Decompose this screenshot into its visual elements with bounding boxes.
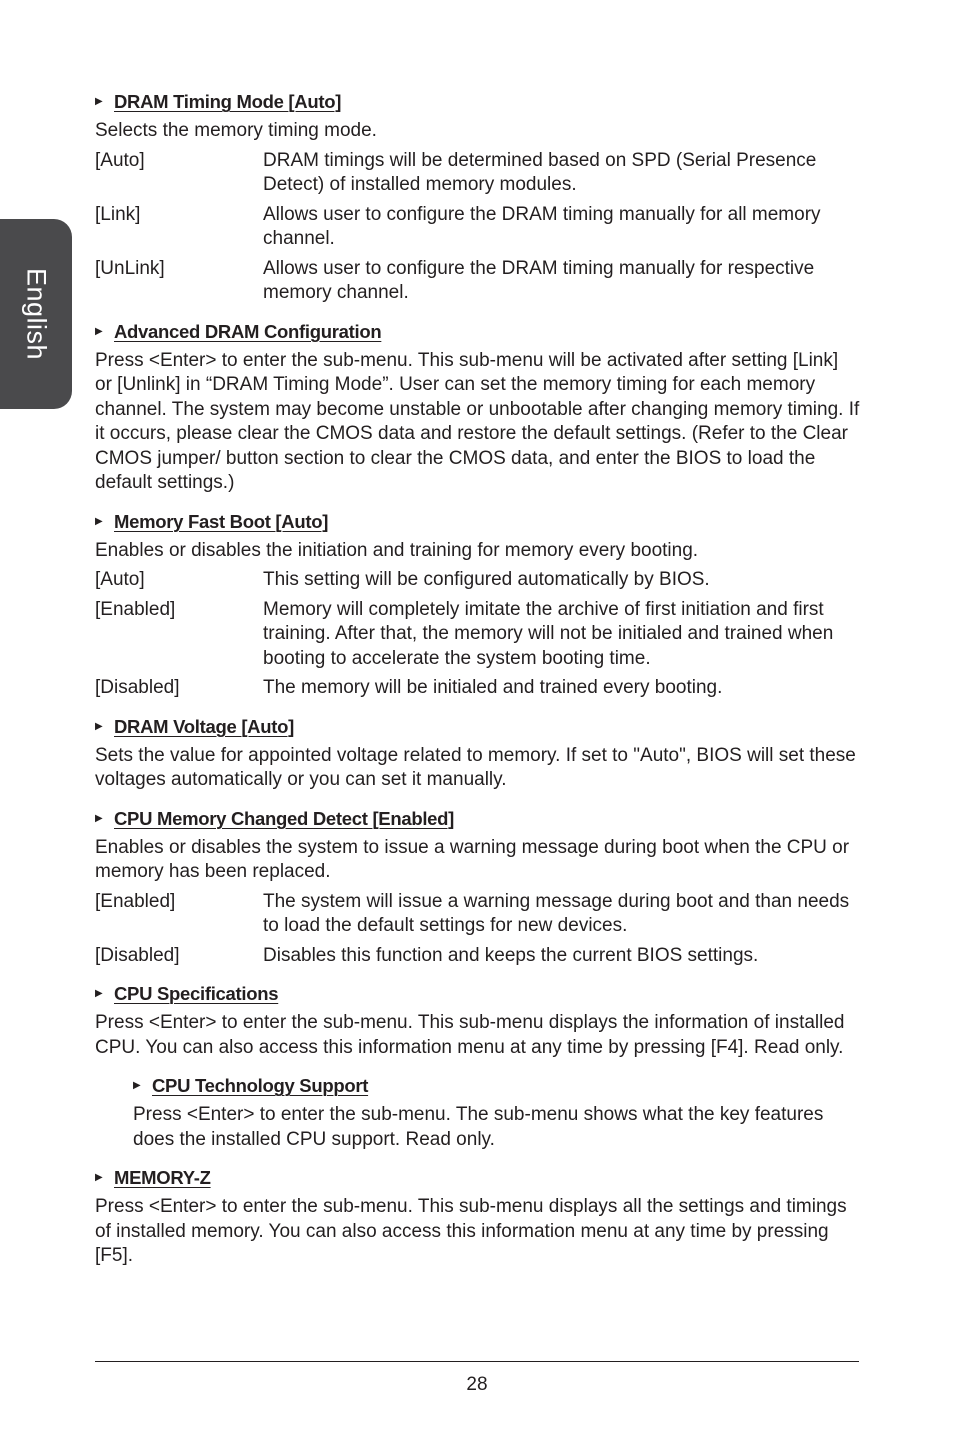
section-memory-fast-boot: [95, 509, 860, 701]
triangle-right-icon: ▶: [95, 720, 103, 732]
section-advanced-dram: [95, 319, 860, 496]
option-text: Allows user to configure the DRAM timing manually for respective memory channel.: [263, 257, 815, 303]
option-row: [95, 890, 860, 939]
section-title: CPU Memory Changed Detect [Enabled]: [114, 807, 455, 829]
option-text: This setting will be configured automatically by BIOS.: [263, 569, 710, 590]
section-heading: [95, 509, 860, 535]
triangle-right-icon: ▶: [95, 515, 103, 527]
section-heading: [95, 89, 860, 115]
section-description: Enables or disables the initiation and training for memory every booting.: [95, 539, 699, 561]
option-row: [95, 257, 860, 306]
page-content: [95, 89, 860, 1282]
option-key: [Enabled]: [95, 598, 176, 620]
section-description: Enables or disables the system to issue a warning message during boot when the CPU or memory has been replaced.: [95, 836, 850, 882]
section-heading: [95, 319, 860, 345]
section-title: Memory Fast Boot [Auto]: [114, 510, 329, 532]
option-text: The memory will be initialed and trained every booting.: [263, 677, 723, 698]
option-text: DRAM timings will be determined based on SPD (Serial Presence Detect) of installed memory modules.: [263, 149, 817, 195]
section-description: Sets the value for appointed voltage related to memory. If set to "Auto", BIOS will set these voltages automatically or you can set it manually.: [95, 744, 856, 790]
section-heading: [133, 1073, 860, 1099]
language-tab-label: English: [21, 267, 52, 361]
footer-divider: [95, 1361, 859, 1362]
page-number: 28: [466, 1374, 488, 1395]
section-title: DRAM Timing Mode [Auto]: [114, 91, 342, 112]
option-key: [Link]: [95, 203, 141, 225]
option-text: The system will issue a warning message during boot and than needs to load the default settings for new devices.: [263, 890, 850, 936]
option-key: [Auto]: [95, 149, 145, 171]
triangle-right-icon: ▶: [95, 96, 103, 107]
section-description: Press <Enter> to enter the sub-menu. This sub-menu will be activated after setting [Link] or [Unlink] in “DRAM Timing Mode”. User can set the memory timing for each memory channel. The system may become unstable or unbootable after changing memory timing. If it occurs, please clear the CMOS data and restore the default settings. (Refer to the Clear CMOS jumper/ button section to clear the CMOS data, and enter the BIOS to load the default settings.): [95, 349, 860, 493]
section-title: DRAM Voltage [Auto]: [114, 715, 294, 737]
section-dram-voltage: [95, 714, 860, 793]
section-dram-timing-mode: [95, 89, 860, 306]
triangle-right-icon: ▶: [95, 988, 103, 999]
triangle-right-icon: ▶: [95, 325, 103, 337]
option-key: [Enabled]: [95, 890, 176, 912]
section-memory-z: [95, 1165, 860, 1269]
triangle-right-icon: ▶: [95, 812, 103, 824]
language-tab: [0, 219, 72, 409]
option-row: [95, 203, 860, 252]
section-description: Selects the memory timing mode.: [95, 120, 377, 141]
section-description: Press <Enter> to enter the sub-menu. The sub-menu shows what the key features does the installed CPU support. Read only.: [133, 1104, 824, 1150]
option-row: [95, 944, 860, 969]
section-title: CPU Technology Support: [152, 1075, 369, 1096]
option-text: Allows user to configure the DRAM timing manually for all memory channel.: [263, 203, 821, 249]
option-key: [UnLink]: [95, 257, 165, 279]
section-heading: [95, 981, 860, 1007]
section-title: MEMORY-Z: [114, 1167, 211, 1188]
triangle-right-icon: ▶: [133, 1080, 141, 1091]
section-heading: [95, 714, 860, 740]
option-row: [95, 568, 860, 593]
option-key: [Disabled]: [95, 944, 180, 966]
option-row: [95, 149, 860, 198]
option-text: Memory will completely imitate the archive of first initiation and first training. After that, the memory will not be initialed and trained when booting to accelerate the system booting time.: [263, 598, 834, 669]
section-title: Advanced DRAM Configuration: [114, 320, 382, 342]
section-title: CPU Specifications: [114, 983, 279, 1004]
option-text: Disables this function and keeps the current BIOS settings.: [263, 944, 759, 966]
section-cpu-technology-support: [133, 1073, 860, 1152]
option-row: [95, 676, 860, 701]
section-cpu-memory-changed-detect: [95, 806, 860, 969]
option-key: [Auto]: [95, 569, 145, 590]
triangle-right-icon: ▶: [95, 1172, 103, 1183]
section-heading: [95, 1165, 860, 1191]
section-description: Press <Enter> to enter the sub-menu. This sub-menu displays all the settings and timings of installed memory. You can also access this information menu at any time by pressing [F5].: [95, 1196, 847, 1266]
section-heading: [95, 806, 860, 832]
option-key: [Disabled]: [95, 677, 180, 698]
section-description: Press <Enter> to enter the sub-menu. This sub-menu displays the information of installed CPU. You can also access this information menu at any time by pressing [F4]. Read only.: [95, 1012, 845, 1058]
section-cpu-specifications: [95, 981, 860, 1060]
option-row: [95, 598, 860, 672]
